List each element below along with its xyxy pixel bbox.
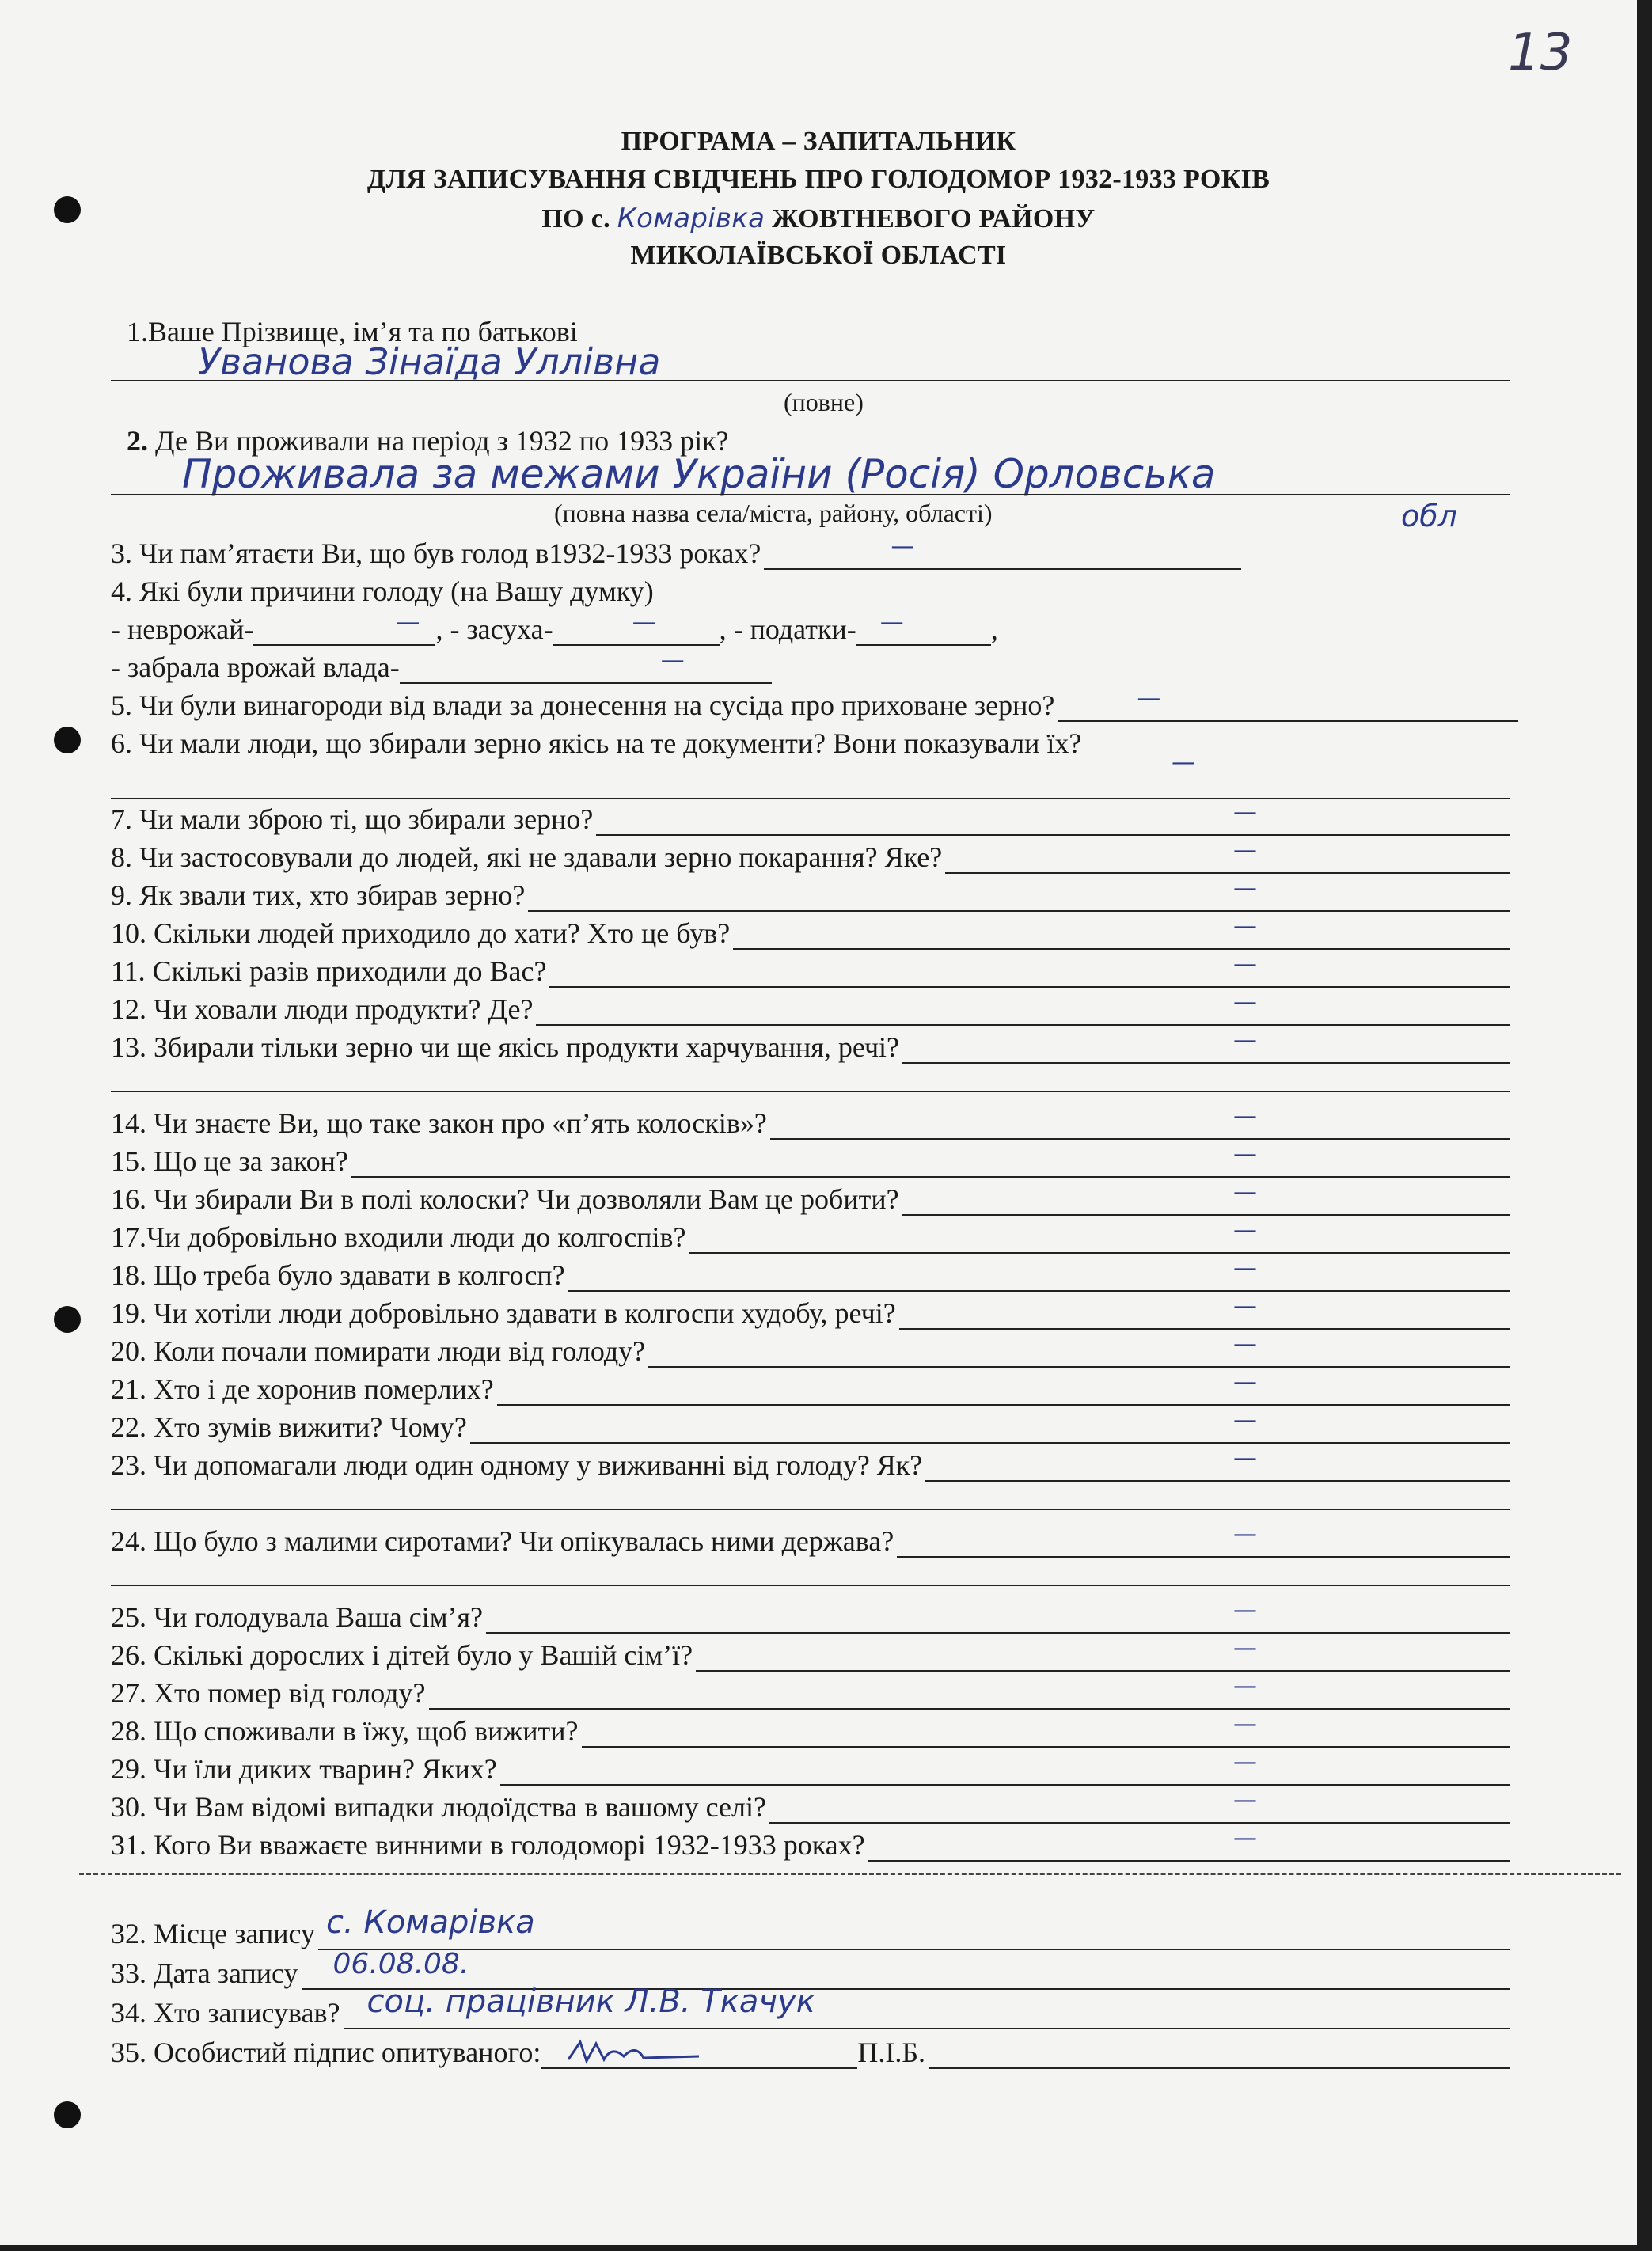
title-line-1: ПРОГРАМА – ЗАПИТАЛЬНИК bbox=[621, 127, 1016, 156]
answer-dash: — bbox=[1233, 1596, 1257, 1624]
answer-line bbox=[696, 1634, 1510, 1672]
title-line-4: МИКОЛАЇВСЬКОЇ ОБЛАСТІ bbox=[630, 241, 1007, 270]
answer-dash: — bbox=[1233, 1141, 1257, 1168]
answer-dash: — bbox=[1233, 1027, 1257, 1054]
extra-answer-line bbox=[111, 1583, 1510, 1586]
page-number: 13 bbox=[1508, 24, 1573, 82]
question-label: 7. Чи мали зброю ті, що збирали зерно? bbox=[111, 803, 594, 835]
question-row bbox=[111, 875, 1510, 912]
answer-dash: — bbox=[1233, 837, 1257, 864]
answer-line bbox=[549, 951, 1510, 988]
answer-dash: — bbox=[1233, 1330, 1257, 1358]
question-label: 14. Чи знаєте Ви, що таке закон про «п’ять колосків»? bbox=[111, 1107, 767, 1139]
question-row bbox=[111, 1597, 1510, 1634]
question-label: 21. Хто і де хоронив померлих? bbox=[111, 1373, 494, 1405]
question-row bbox=[111, 1369, 1510, 1406]
question-label: 15. Що це за закон? bbox=[111, 1145, 348, 1177]
question-row bbox=[111, 1673, 1510, 1710]
question-row bbox=[111, 1217, 1510, 1254]
question-label: 11. Скількі разів приходили до Вас? bbox=[111, 955, 547, 987]
answer-dash: — bbox=[1233, 799, 1257, 826]
answer-dash: — bbox=[1233, 1672, 1257, 1700]
question-row bbox=[111, 1027, 1510, 1064]
answer-dash: — bbox=[1233, 1520, 1257, 1548]
answer-dash: — bbox=[1233, 1217, 1257, 1244]
question-label: 19. Чи хотіли люди добровільно здавати в колгоспи худобу, речі? bbox=[111, 1297, 896, 1329]
question-4 bbox=[111, 571, 1510, 608]
question-4-label: 4. Які були причини голоду (на Вашу думку) bbox=[111, 575, 654, 607]
question-label: 26. Скількі дорослих і дітей було у Вашій сім’ї? bbox=[111, 1639, 693, 1671]
answer-line bbox=[733, 913, 1510, 950]
q1-answer: Уванова Зінаїда Уллівна bbox=[198, 340, 661, 383]
question-row bbox=[111, 1711, 1510, 1748]
answer-dash: — bbox=[1233, 1824, 1257, 1852]
question-row bbox=[111, 1407, 1510, 1444]
answer-line bbox=[470, 1406, 1510, 1444]
answer-dash: — bbox=[1233, 1444, 1257, 1472]
question-label: 29. Чи їли диких тварин? Яких? bbox=[111, 1753, 497, 1785]
title-line-2: ДЛЯ ЗАПИСУВАННЯ СВІДЧЕНЬ ПРО ГОЛОДОМОР 1932-1933 РОКІВ bbox=[366, 165, 1270, 194]
signature-icon bbox=[564, 2036, 707, 2067]
title-prefix: ПО с. bbox=[541, 204, 610, 233]
answer-line bbox=[351, 1141, 1510, 1178]
answer-line bbox=[528, 875, 1510, 912]
question-label: 25. Чи голодувала Ваша сім’я? bbox=[111, 1601, 484, 1633]
answer-line bbox=[582, 1710, 1510, 1748]
question-2-label: 2. Де Ви проживали на період з 1932 по 1933 рік? bbox=[127, 425, 729, 457]
answer-dash: — bbox=[1233, 1293, 1257, 1320]
answer-dash: — bbox=[1233, 989, 1257, 1016]
answer-line bbox=[568, 1255, 1510, 1292]
question-35: 35. Особистий підпис опитуваного: П.І.Б. bbox=[111, 2033, 1510, 2069]
question-32: 32. Місце запису с. Комарівка bbox=[111, 1914, 1510, 1950]
answer-line bbox=[486, 1596, 1510, 1634]
question-label: 18. Що треба було здавати в колгосп? bbox=[111, 1259, 565, 1291]
question-33: 33. Дата запису 06.08.08. bbox=[111, 1953, 1510, 1990]
question-label: 23. Чи допомагали люди один одному у виживанні від голоду? Як? bbox=[111, 1449, 923, 1481]
q1-caption: (повне) bbox=[784, 388, 864, 416]
question-row bbox=[111, 1331, 1510, 1368]
answer-dash: — bbox=[1233, 1748, 1257, 1776]
question-3 bbox=[111, 533, 1241, 570]
answer-dash: — bbox=[1233, 913, 1257, 940]
answer-dash: — bbox=[1233, 951, 1257, 978]
q2-answer-cont: обл bbox=[1401, 499, 1457, 533]
answer-line bbox=[648, 1330, 1510, 1368]
q2-caption: (повна назва села/міста, району, області) bbox=[554, 499, 993, 527]
signature-line bbox=[541, 2045, 857, 2069]
question-row bbox=[111, 1293, 1510, 1330]
question-label: 27. Хто помер від голоду? bbox=[111, 1677, 426, 1709]
question-row bbox=[111, 951, 1510, 988]
answer-line bbox=[536, 989, 1510, 1026]
answer-line bbox=[945, 837, 1510, 874]
question-label: 24. Що було з малими сиротами? Чи опікувалась ними держава? bbox=[111, 1525, 894, 1557]
answer-line bbox=[500, 1748, 1510, 1786]
answer-line bbox=[689, 1217, 1510, 1254]
question-label: 8. Чи застосовували до людей, які не здавали зерно покарання? Яке? bbox=[111, 841, 943, 873]
question-label: 28. Що споживали в їжу, щоб вижити? bbox=[111, 1715, 579, 1747]
village-handwritten: Комарівка bbox=[617, 203, 765, 234]
q2-answer: Проживала за межами України (Росія) Орловська bbox=[182, 451, 1216, 497]
answer-line bbox=[899, 1293, 1510, 1330]
question-row bbox=[111, 799, 1510, 836]
q1-line bbox=[111, 378, 1510, 381]
question-label: 31. Кого Ви вважаєте винними в голодоморі 1932-1933 роках? bbox=[111, 1829, 865, 1861]
answer-line bbox=[769, 1786, 1510, 1824]
extra-answer-line bbox=[111, 1089, 1510, 1092]
answer-line bbox=[925, 1444, 1510, 1482]
question-34: 34. Хто записував? соц. працівник Л.В. Ткачук bbox=[111, 1993, 1510, 2029]
questionnaire-page: 13 ПРОГРАМА – ЗАПИТАЛЬНИК ДЛЯ ЗАПИСУВАННЯ СВІДЧЕНЬ ПРО ГОЛОДОМОР 1932-1933 РОКІВ ПО с. Комарівка ЖОВТНЕВОГО РАЙОНУ МИКОЛАЇВСЬКОЇ ОБЛАСТІ 1.Ваше Прізвище, ім’я та по батькові Уванова Зінаїда Уллівна (повне) 2. Де Ви проживали на період з 1932 по 1933 рік? Проживала за межами України (Росія) Орловська обл (повна назва села/міста, району, області) 3. Чи пам’ятаєти Ви, що був голод в1932-1933 роках? — 4. Які були причини голоду (на Вашу думку) - неврожай- — , - засуха- — , - податки- — , - забрала врожай влада- — 5. Чи були винагороди від влади за донесення на сусіда про приховане зерно? — 6. Чи мали люди, що збирали зерно якісь на те документи? Вони показували їх? — 7. Чи мали зброю ті, що збирали зерно? — 8. Чи застосовували до людей, які не здавали зерно покарання? Яке? — 9. Як звали тих, хто збирав зерно? — 10. Скільки людей приходило до хати? Хто це був? — 11. Скількі разів приходили до Вас? — 12. Чи ховали люди продукти? Де? — 13. Збирали тільки зерно чи ще якісь продукти харчування, речі? — 14. Чи знаєте Ви, що таке закон про «п’ять колосків»? — 15. Що це за закон? — 16. Чи збирали Ви в полі колоски? Чи дозволяли Вам це робити? — 17.Чи добровільно входили люди до колгоспів? — 18. Що треба було здавати в колгосп? — 19. Чи хотіли люди добровільно здавати в колгоспи худобу, речі? — 20. Коли почали помирати люди від голоду? — 21. Хто і де хоронив померлих? — 22. Хто зумів вижити? Чому? — 23. Чи допомагали люди один одному у виживанні від голоду? Як? — 24. Що було з малими сиротами? Чи опікувалась ними держава? — 25. Чи голодувала Ваша сім’я? — 26. Скількі дорослих і дітей було у Вашій сім’ї? — 27. Хто помер від голоду? — 28. Що споживали в їжу, щоб вижити? — 29. Чи їли диких тварин? Яких? — 30. Чи Вам відомі випадки людоїдства в вашому селі? — 31. Кого Ви вважаєте винними в голодоморі 1932-1933 роках? — 32. Місце запису с. Комарівка 33. Дата запису 06.08.08. 34. Хто записував? соц. працівник Л.В. Ткачук 35. Особистий підпис опитуваного: П.І.Б. bbox=[0, 0, 1637, 2245]
question-row bbox=[111, 989, 1510, 1026]
answer-dash: — bbox=[1233, 1634, 1257, 1662]
question-row bbox=[111, 1635, 1510, 1672]
question-1-label: 1.Ваше Прізвище, ім’я та по батькові bbox=[127, 316, 578, 347]
question-row bbox=[111, 1787, 1510, 1824]
question-row bbox=[111, 1103, 1510, 1140]
question-row bbox=[111, 837, 1510, 874]
q4-options-row: - неврожай- — , - засуха- — , - податки- — , bbox=[111, 609, 998, 645]
answer-line bbox=[770, 1103, 1510, 1140]
question-row bbox=[111, 1749, 1510, 1786]
answer-line bbox=[902, 1179, 1510, 1216]
answer-line bbox=[902, 1027, 1510, 1064]
question-label: 22. Хто зумів вижити? Чому? bbox=[111, 1411, 467, 1443]
question-row bbox=[111, 1825, 1510, 1862]
question-label: 17.Чи добровільно входили люди до колгоспів? bbox=[111, 1221, 686, 1253]
answer-line bbox=[497, 1368, 1510, 1406]
answer-dash: — bbox=[1233, 1103, 1257, 1130]
question-row bbox=[111, 1141, 1510, 1178]
extra-answer-line bbox=[111, 1507, 1510, 1510]
question-row bbox=[111, 1445, 1510, 1482]
answer-line bbox=[429, 1672, 1510, 1710]
answer-dash: — bbox=[1233, 1406, 1257, 1434]
q4-option-4-row: - забрала врожай влада- — bbox=[111, 647, 772, 684]
answer-dash: — bbox=[1233, 1179, 1257, 1206]
q3-answer-line: — bbox=[764, 546, 1241, 570]
answer-dash: — bbox=[1233, 1368, 1257, 1396]
question-label: 9. Як звали тих, хто збирав зерно? bbox=[111, 879, 526, 911]
question-3-label: 3. Чи пам’ятаєти Ви, що був голод в1932-1933 роках? bbox=[111, 537, 761, 569]
question-label: 10. Скільки людей приходило до хати? Хто це був? bbox=[111, 917, 731, 949]
answer-dash: — bbox=[1233, 1710, 1257, 1738]
q2-line bbox=[111, 492, 1510, 495]
answer-dash: — bbox=[1233, 875, 1257, 902]
answer-line bbox=[897, 1520, 1510, 1558]
question-row bbox=[111, 913, 1510, 950]
title-suffix: ЖОВТНЕВОГО РАЙОНУ bbox=[772, 204, 1096, 233]
question-label: 12. Чи ховали люди продукти? Де? bbox=[111, 993, 534, 1025]
answer-line bbox=[596, 799, 1510, 836]
answer-dash: — bbox=[1233, 1786, 1257, 1814]
question-label: 20. Коли почали помирати люди від голоду? bbox=[111, 1335, 646, 1367]
question-row bbox=[111, 1179, 1510, 1216]
question-row bbox=[111, 1255, 1510, 1292]
question-6: 6. Чи мали люди, що збирали зерно якісь на те документи? Вони показували їх? bbox=[111, 727, 1082, 759]
title-line-3 bbox=[0, 203, 1637, 234]
question-label: 13. Збирали тільки зерно чи ще якісь продукти харчування, речі? bbox=[111, 1031, 900, 1063]
answer-dash: — bbox=[1233, 1255, 1257, 1282]
punch-hole bbox=[54, 1306, 81, 1333]
question-label: 16. Чи збирали Ви в полі колоски? Чи дозволяли Вам це робити? bbox=[111, 1183, 899, 1215]
cut-line bbox=[79, 1873, 1621, 1875]
question-row bbox=[111, 1521, 1510, 1558]
answer-line bbox=[868, 1824, 1510, 1862]
question-label: 30. Чи Вам відомі випадки людоїдства в вашому селі? bbox=[111, 1791, 766, 1823]
punch-hole bbox=[54, 2101, 81, 2128]
question-5: 5. Чи були винагороди від влади за донесення на сусіда про приховане зерно? — bbox=[111, 685, 1518, 722]
punch-hole bbox=[54, 727, 81, 753]
